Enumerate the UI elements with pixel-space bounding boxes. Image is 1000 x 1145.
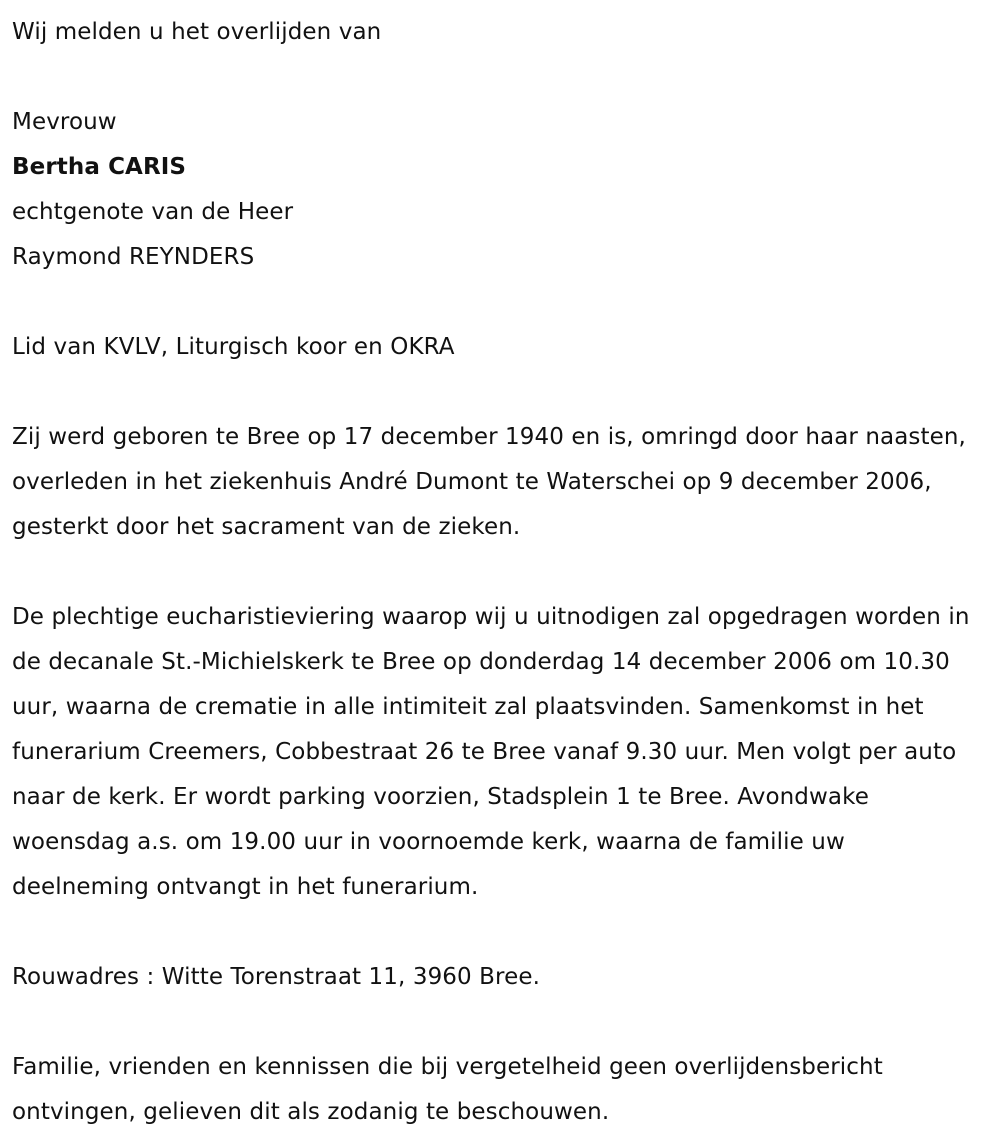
spacer: [12, 550, 976, 595]
deceased-name: Bertha CARIS: [12, 154, 187, 180]
spouse-name: Raymond REYNDERS: [12, 244, 255, 270]
spacer: [12, 55, 976, 100]
mourning-address-line: Rouwadres : Witte Torenstraat 11, 3960 Bree.: [12, 964, 541, 990]
birth-death-paragraph: Zij werd geboren te Bree op 17 december 1940 en is, omringd door haar naasten, overleden in het ziekenhuis André Dumont te Waterschei op 9 december 2006, gesterkt door het sacrament van de zieken.: [12, 424, 966, 540]
spacer: [12, 370, 976, 415]
spacer: [12, 1000, 976, 1045]
closing-paragraph: Familie, vrienden en kennissen die bij vergetelheid geen overlijdensbericht ontvingen, gelieven dit als zodanig te beschouwen.: [12, 1054, 883, 1125]
intro-line: Wij melden u het overlijden van: [12, 19, 382, 45]
spacer: [12, 280, 976, 325]
salutation-line: Mevrouw: [12, 109, 117, 135]
spouse-relation-line: echtgenote van de Heer: [12, 199, 294, 225]
ceremony-paragraph: De plechtige eucharistieviering waarop wij u uitnodigen zal opgedragen worden in de decanale St.-Michielskerk te Bree op donderdag 14 december 2006 om 10.30 uur, waarna de crematie in alle intimiteit zal plaatsvinden. Samenkomst in het funerarium Creemers, Cobbestraat 26 te Bree vanaf 9.30 uur. Men volgt per auto naar de kerk. Er wordt parking voorzien, Stadsplein 1 te Bree. Avondwake woensdag a.s. om 19.00 uur in voornoemde kerk, waarna de familie uw deelneming ontvangt in het funerarium.: [12, 604, 970, 900]
memberships-line: Lid van KVLV, Liturgisch koor en OKRA: [12, 334, 455, 360]
spacer: [12, 910, 976, 955]
